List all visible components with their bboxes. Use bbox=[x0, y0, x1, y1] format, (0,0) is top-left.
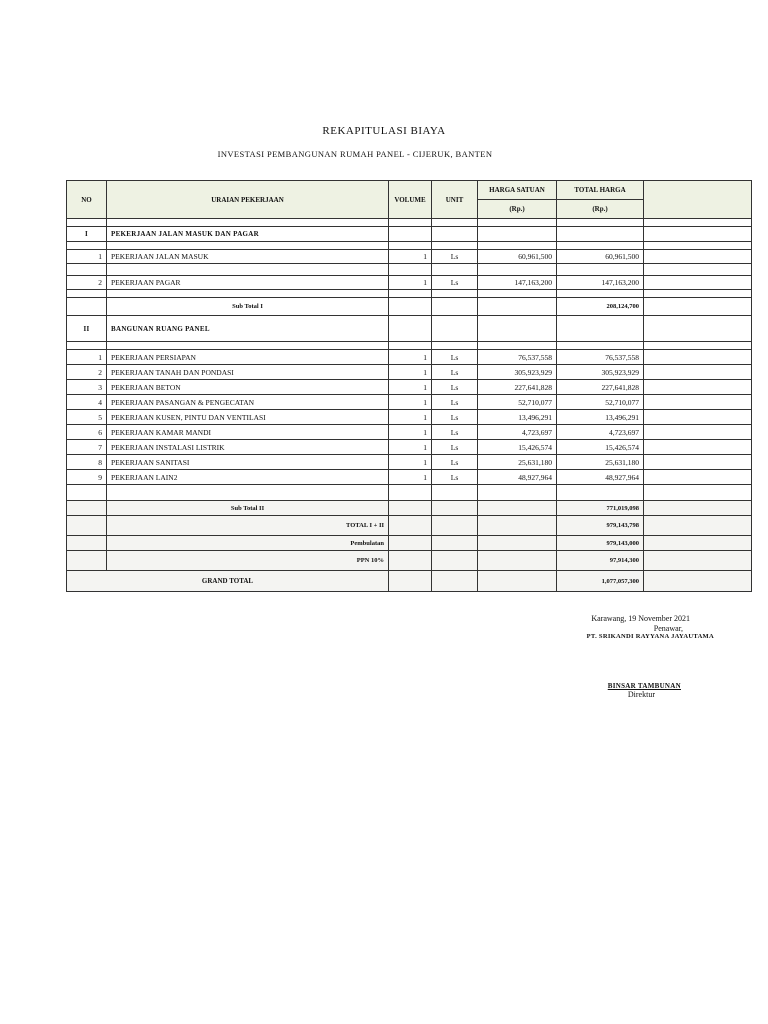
row-name: PEKERJAAN PERSIAPAN bbox=[107, 350, 389, 365]
subtotal-label: Sub Total I bbox=[107, 298, 389, 316]
row-price: 52,710,077 bbox=[478, 395, 557, 410]
row-name: PEKERJAAN JALAN MASUK bbox=[107, 250, 389, 264]
row-unit: Ls bbox=[432, 250, 478, 264]
header-rp-1: (Rp.) bbox=[478, 200, 557, 219]
row-volume: 1 bbox=[389, 410, 432, 425]
section-title: PEKERJAAN JALAN MASUK DAN PAGAR bbox=[107, 227, 389, 242]
row-volume: 1 bbox=[389, 250, 432, 264]
rounding-label: Pembulatan bbox=[107, 536, 389, 551]
row-total: 76,537,558 bbox=[557, 350, 644, 365]
row-total: 305,923,929 bbox=[557, 365, 644, 380]
spacer-row bbox=[67, 342, 752, 350]
table-row bbox=[67, 425, 752, 440]
row-volume: 1 bbox=[389, 380, 432, 395]
row-volume: 1 bbox=[389, 470, 432, 485]
row-total: 60,961,500 bbox=[557, 250, 644, 264]
row-total: 25,631,180 bbox=[557, 455, 644, 470]
row-name: PEKERJAAN KUSEN, PINTU DAN VENTILASI bbox=[107, 410, 389, 425]
row-price: 48,927,964 bbox=[478, 470, 557, 485]
row-price: 13,496,291 bbox=[478, 410, 557, 425]
ppn-label: PPN 10% bbox=[107, 551, 389, 571]
row-volume: 1 bbox=[389, 425, 432, 440]
total-row bbox=[67, 516, 752, 536]
row-no: 6 bbox=[67, 425, 107, 440]
row-unit: Ls bbox=[432, 410, 478, 425]
cost-summary-table bbox=[66, 180, 752, 592]
table-row bbox=[67, 470, 752, 485]
grand-total-value: 1,077,057,300 bbox=[557, 571, 644, 592]
table-row bbox=[67, 395, 752, 410]
row-price: 227,641,828 bbox=[478, 380, 557, 395]
grand-total-row bbox=[67, 571, 752, 592]
table-row bbox=[67, 350, 752, 365]
header-total-harga: TOTAL HARGA bbox=[557, 181, 644, 200]
row-name: PEKERJAAN KAMAR MANDI bbox=[107, 425, 389, 440]
grand-total-label: GRAND TOTAL bbox=[67, 571, 389, 592]
table-row bbox=[67, 410, 752, 425]
table-row bbox=[67, 455, 752, 470]
row-price: 4,723,697 bbox=[478, 425, 557, 440]
row-price: 76,537,558 bbox=[478, 350, 557, 365]
header-no: NO bbox=[67, 181, 107, 219]
row-name: PEKERJAAN SANITASI bbox=[107, 455, 389, 470]
row-no: 4 bbox=[67, 395, 107, 410]
row-no: 9 bbox=[67, 470, 107, 485]
row-volume: 1 bbox=[389, 276, 432, 290]
spacer-row bbox=[67, 290, 752, 298]
row-unit: Ls bbox=[432, 425, 478, 440]
row-price: 60,961,500 bbox=[478, 250, 557, 264]
row-no: 1 bbox=[67, 350, 107, 365]
row-unit: Ls bbox=[432, 395, 478, 410]
subtotal-row bbox=[67, 298, 752, 316]
signature-role: Penawar, bbox=[653, 624, 683, 633]
ppn-value: 97,914,300 bbox=[557, 551, 644, 571]
header-rp-2: (Rp.) bbox=[557, 200, 644, 219]
row-total: 13,496,291 bbox=[557, 410, 644, 425]
header-unit: UNIT bbox=[432, 181, 478, 219]
row-price: 147,163,200 bbox=[478, 276, 557, 290]
row-unit: Ls bbox=[432, 276, 478, 290]
row-no: 2 bbox=[67, 365, 107, 380]
total-value: 979,143,798 bbox=[557, 516, 644, 536]
spacer-row bbox=[67, 242, 752, 250]
row-volume: 1 bbox=[389, 440, 432, 455]
row-total: 147,163,200 bbox=[557, 276, 644, 290]
header-blank bbox=[644, 181, 752, 219]
table-row bbox=[67, 440, 752, 455]
subtotal-row bbox=[67, 501, 752, 516]
row-no: 5 bbox=[67, 410, 107, 425]
spacer-row bbox=[67, 264, 752, 276]
row-total: 48,927,964 bbox=[557, 470, 644, 485]
table-row bbox=[67, 276, 752, 290]
row-no: 3 bbox=[67, 380, 107, 395]
row-unit: Ls bbox=[432, 365, 478, 380]
subtotal-value: 771,019,098 bbox=[557, 501, 644, 516]
row-price: 15,426,574 bbox=[478, 440, 557, 455]
subtotal-value: 208,124,700 bbox=[557, 298, 644, 316]
document-title: REKAPITULASI BIAYA bbox=[322, 125, 446, 137]
rounding-value: 979,143,000 bbox=[557, 536, 644, 551]
subtotal-label: Sub Total II bbox=[107, 501, 389, 516]
row-no: 7 bbox=[67, 440, 107, 455]
row-volume: 1 bbox=[389, 455, 432, 470]
signature-name: BINSAR TAMBUNAN bbox=[607, 682, 681, 690]
table-header-row bbox=[67, 181, 752, 200]
signature-company: PT. SRIKANDI RAYYANA JAYAUTAMA bbox=[586, 633, 714, 640]
ppn-row bbox=[67, 551, 752, 571]
table-row bbox=[67, 380, 752, 395]
row-name: PEKERJAAN BETON bbox=[107, 380, 389, 395]
row-volume: 1 bbox=[389, 365, 432, 380]
row-unit: Ls bbox=[432, 470, 478, 485]
row-no: 1 bbox=[67, 250, 107, 264]
row-total: 227,641,828 bbox=[557, 380, 644, 395]
section-no: I bbox=[67, 227, 107, 242]
row-name: PEKERJAAN PAGAR bbox=[107, 276, 389, 290]
row-price: 25,631,180 bbox=[478, 455, 557, 470]
row-total: 4,723,697 bbox=[557, 425, 644, 440]
section-no: II bbox=[67, 316, 107, 342]
spacer-row bbox=[67, 485, 752, 501]
row-name: PEKERJAAN TANAH DAN PONDASI bbox=[107, 365, 389, 380]
row-name: PEKERJAAN PASANGAN & PENGECATAN bbox=[107, 395, 389, 410]
row-volume: 1 bbox=[389, 350, 432, 365]
row-price: 305,923,929 bbox=[478, 365, 557, 380]
section-row bbox=[67, 227, 752, 242]
table-row bbox=[67, 250, 752, 264]
row-name: PEKERJAAN LAIN2 bbox=[107, 470, 389, 485]
row-no: 2 bbox=[67, 276, 107, 290]
row-unit: Ls bbox=[432, 455, 478, 470]
row-volume: 1 bbox=[389, 395, 432, 410]
table-row bbox=[67, 365, 752, 380]
row-unit: Ls bbox=[432, 350, 478, 365]
section-row bbox=[67, 316, 752, 342]
row-total: 52,710,077 bbox=[557, 395, 644, 410]
signature-place-date: Karawang, 19 November 2021 bbox=[591, 614, 690, 623]
row-total: 15,426,574 bbox=[557, 440, 644, 455]
rounding-row bbox=[67, 536, 752, 551]
row-no: 8 bbox=[67, 455, 107, 470]
header-uraian: URAIAN PEKERJAAN bbox=[107, 181, 389, 219]
document-subtitle: INVESTASI PEMBANGUNAN RUMAH PANEL - CIJERUK, BANTEN bbox=[217, 149, 493, 159]
row-unit: Ls bbox=[432, 440, 478, 455]
header-volume: VOLUME bbox=[389, 181, 432, 219]
header-harga-satuan: HARGA SATUAN bbox=[478, 181, 557, 200]
section-title: BANGUNAN RUANG PANEL bbox=[107, 316, 389, 342]
signature-position: Direktur bbox=[627, 690, 655, 699]
row-unit: Ls bbox=[432, 380, 478, 395]
spacer-row bbox=[67, 219, 752, 227]
total-label: TOTAL I + II bbox=[107, 516, 389, 536]
row-name: PEKERJAAN INSTALASI LISTRIK bbox=[107, 440, 389, 455]
